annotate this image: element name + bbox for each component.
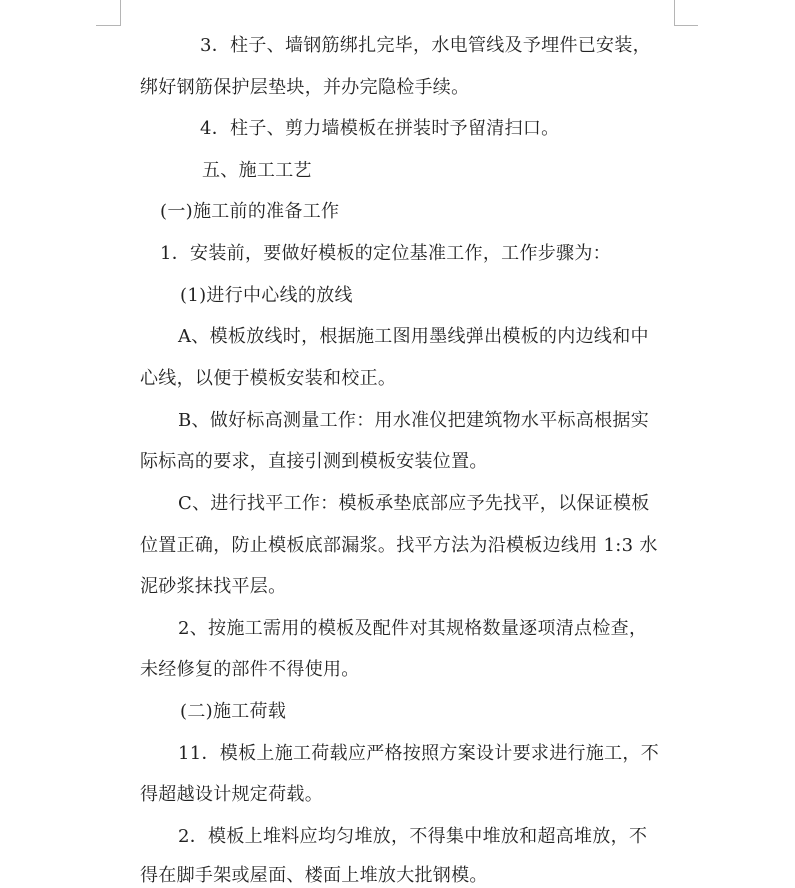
subsection-heading: (二)施工荷载 bbox=[180, 701, 287, 722]
paragraph-line: 3．柱子、墙钢筋绑扎完毕，水电管线及予埋件已安装， bbox=[200, 35, 651, 56]
paragraph-line: 1．安装前，要做好模板的定位基准工作，工作步骤为： bbox=[160, 243, 611, 264]
paragraph-line: 泥砂浆抹找平层。 bbox=[140, 576, 287, 597]
paragraph-line: 绑好钢筋保护层垫块，并办完隐检手续。 bbox=[140, 77, 470, 98]
paragraph-line: 11．模板上施工荷载应严格按照方案设计要求进行施工，不 bbox=[178, 743, 660, 764]
paragraph-line: 2、按施工需用的模板及配件对其规格数量逐项清点检查， bbox=[178, 618, 648, 639]
paragraph-line: 际标高的要求，直接引测到模板安装位置。 bbox=[140, 451, 488, 472]
paragraph-line: 位置正确，防止模板底部漏浆。找平方法为沿模板边线用 1:3 水 bbox=[140, 535, 658, 556]
corner-mark-top-right bbox=[674, 0, 675, 26]
corner-mark-top-left bbox=[120, 0, 121, 26]
paragraph-line: C、进行找平工作：模板承垫底部应予先找平，以保证模板 bbox=[178, 493, 650, 514]
paragraph-line: 未经修复的部件不得使用。 bbox=[140, 659, 360, 680]
paragraph-line: 2．模板上堆料应均匀堆放，不得集中堆放和超高堆放，不 bbox=[178, 826, 648, 847]
corner-mark-top-left bbox=[96, 25, 121, 26]
corner-mark-top-right bbox=[674, 25, 698, 26]
paragraph-line: B、做好标高测量工作：用水准仪把建筑物水平标高根据实 bbox=[178, 410, 650, 431]
item-heading: (1)进行中心线的放线 bbox=[180, 285, 353, 306]
paragraph-line: 得超越设计规定荷载。 bbox=[140, 784, 323, 805]
section-heading: 五、施工工艺 bbox=[202, 160, 312, 181]
paragraph-line: A、模板放线时，根据施工图用墨线弹出模板的内边线和中 bbox=[178, 326, 649, 347]
paragraph-line: 得在脚手架或屋面、楼面上堆放大批钢模。 bbox=[140, 865, 488, 886]
subsection-heading: (一)施工前的准备工作 bbox=[160, 201, 340, 222]
paragraph-line: 心线，以便于模板安装和校正。 bbox=[140, 368, 397, 389]
paragraph-line: 4．柱子、剪力墙模板在拼装时予留清扫口。 bbox=[200, 118, 560, 139]
